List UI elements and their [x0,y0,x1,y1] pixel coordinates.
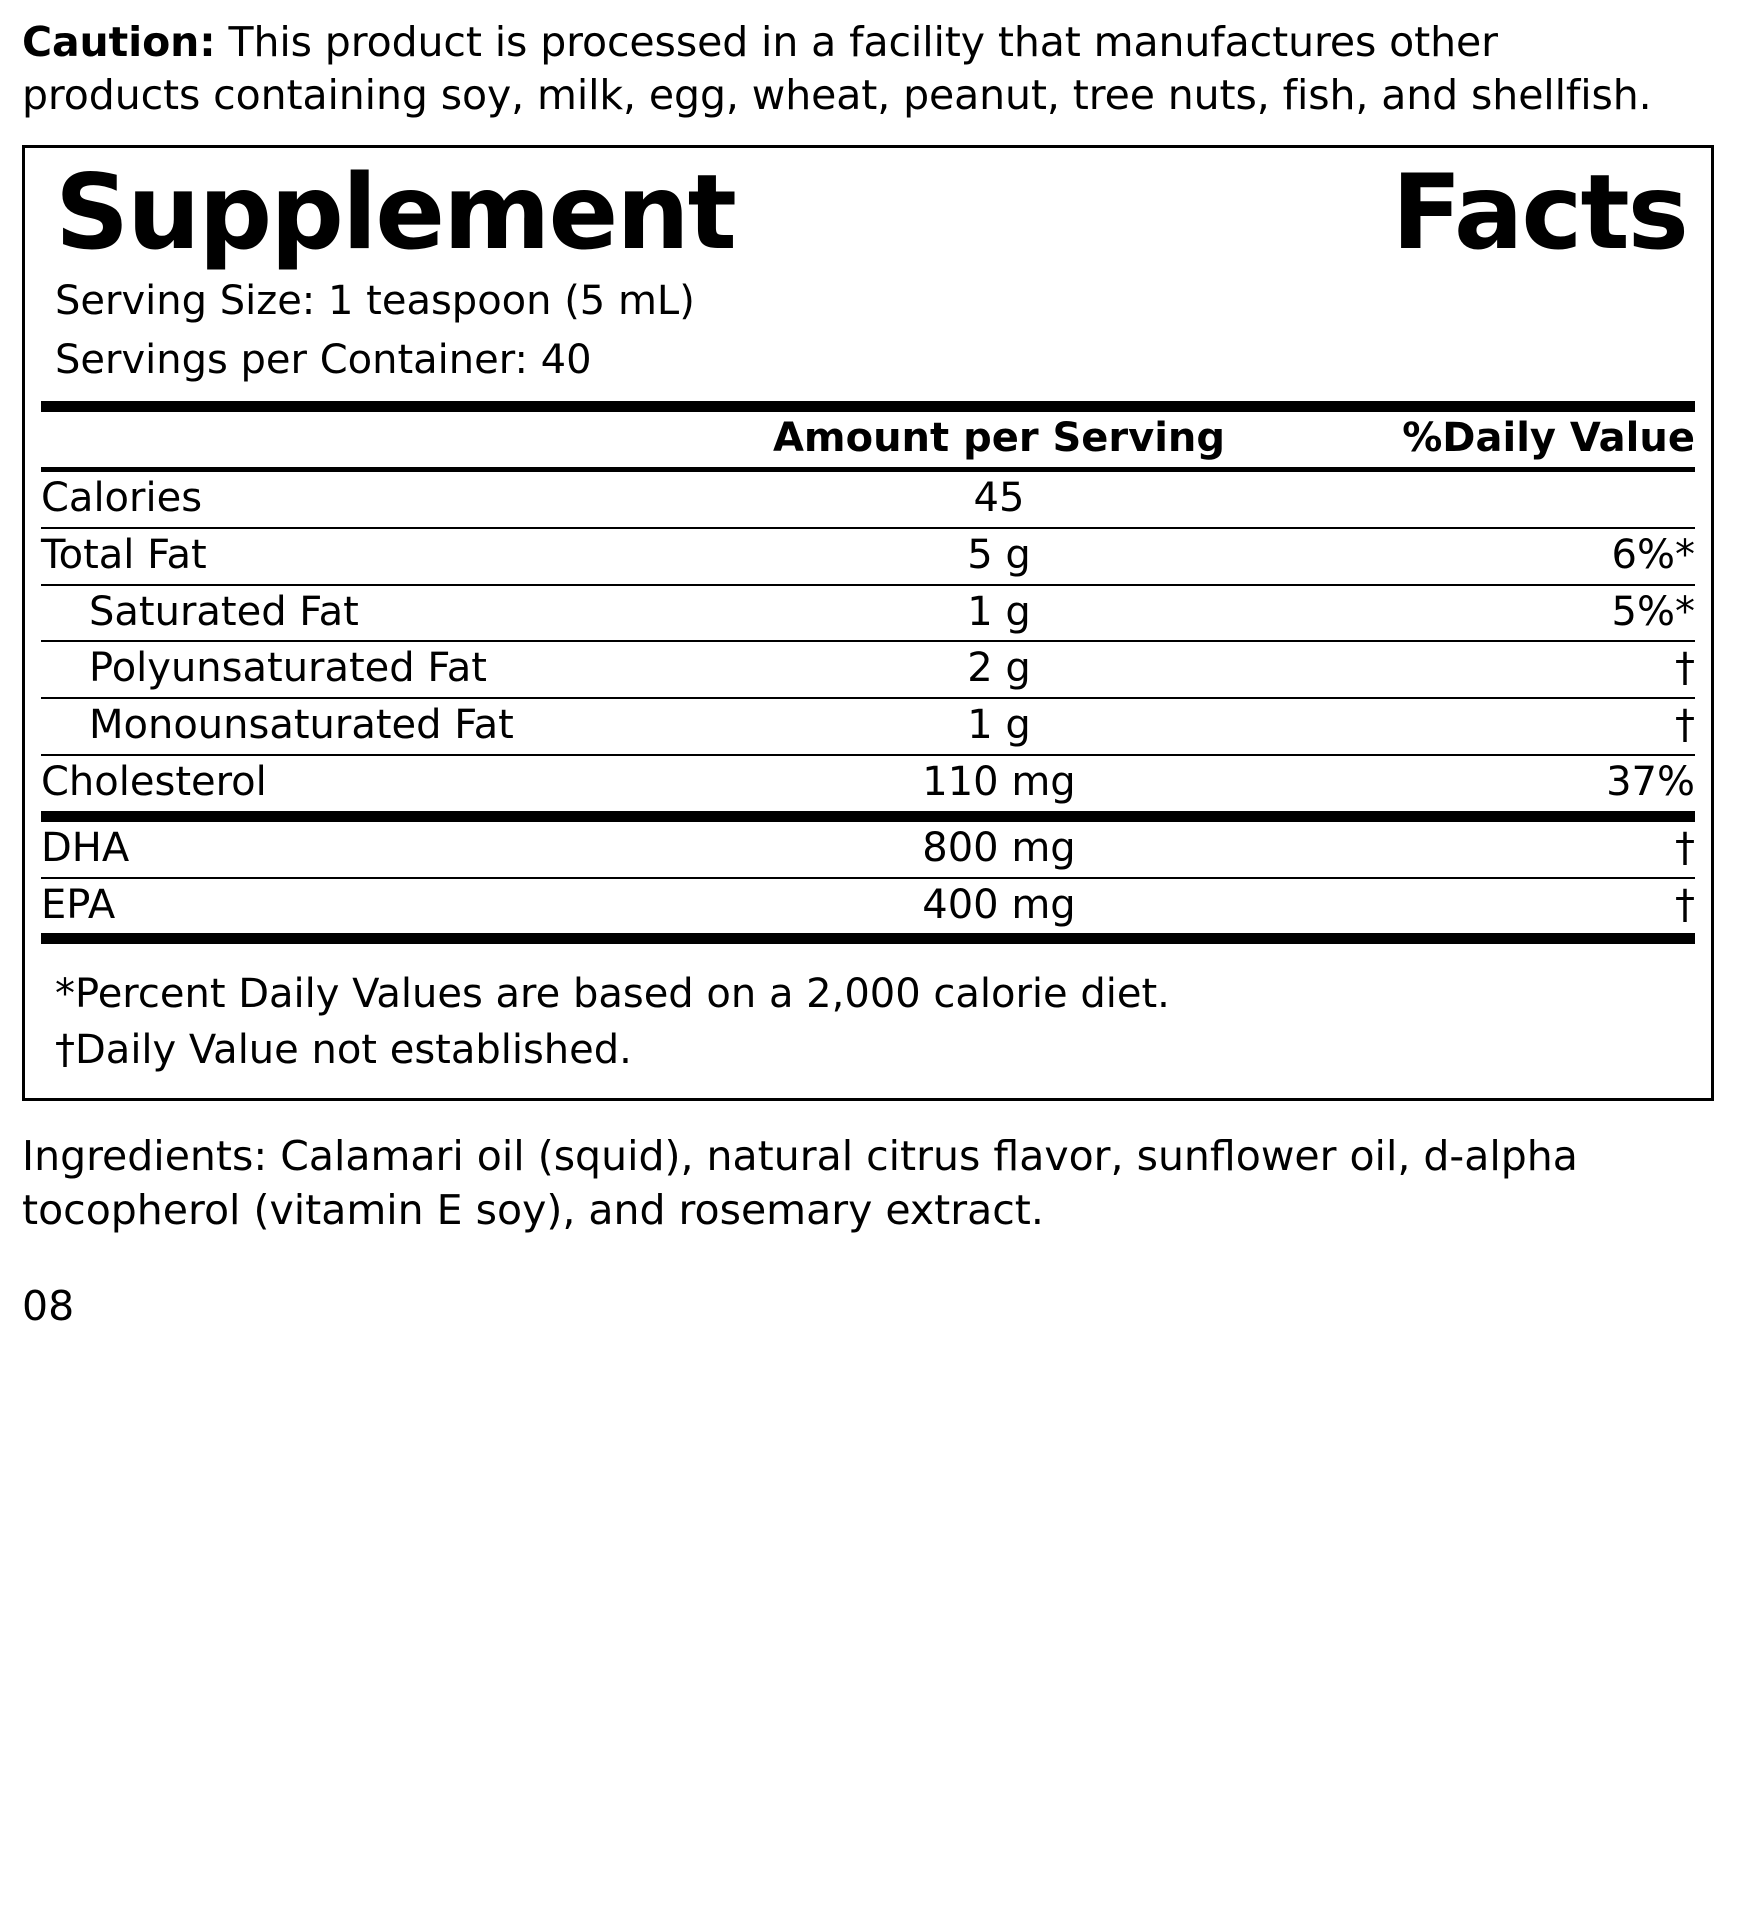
page-number: 08 [22,1281,75,1330]
row-daily-value: † [1309,878,1695,939]
caution-text: This product is processed in a facility that manufactures other products containing soy, milk, egg, wheat, peanut, tree nuts, fish, and shellfish. [22,18,1652,120]
footnote-dagger: †Daily Value not established. [55,1027,632,1074]
table-row [41,641,1695,698]
row-daily-value: † [1309,816,1695,877]
table-header-row [41,407,1695,470]
row-amount: 2 g [689,641,1309,698]
footnote-percent-daily-value: *Percent Daily Values are based on a 2,000 calorie diet. [55,971,1170,1018]
header-blank [41,407,689,470]
row-daily-value: † [1309,641,1695,698]
bottom-rule-cell [41,939,689,955]
header-daily-value: %Daily Value [1309,407,1695,470]
nutrition-table [41,401,1695,954]
row-name: Polyunsaturated Fat [41,641,689,698]
header-amount-per-serving: Amount per Serving [689,407,1309,470]
table-row [41,470,1695,528]
row-daily-value: 6%* [1309,528,1695,585]
row-daily-value: 37% [1309,755,1695,816]
row-amount: 1 g [689,698,1309,755]
table-row [41,585,1695,642]
caution-paragraph [22,16,1682,123]
table-row [41,698,1695,755]
row-amount: 110 mg [689,755,1309,816]
supplement-facts-title-right: Facts [1391,152,1687,273]
supplement-facts-title [41,152,1695,273]
row-name: Monounsaturated Fat [41,698,689,755]
ingredients-paragraph: Ingredients: Calamari oil (squid), natural citrus flavor, sunflower oil, d-alpha tocopherol (vitamin E soy), and rosemary extract. [22,1132,1578,1235]
row-name: Saturated Fat [41,585,689,642]
table-row [41,878,1695,939]
row-name: Cholesterol [41,755,689,816]
bottom-rule-cell [1309,939,1695,955]
row-amount: 400 mg [689,878,1309,939]
row-name: Calories [41,470,689,528]
row-amount: 1 g [689,585,1309,642]
serving-size: Serving Size: 1 teaspoon (5 mL) [55,277,695,324]
row-daily-value: † [1309,698,1695,755]
row-name: DHA [41,816,689,877]
table-row [41,755,1695,816]
row-amount: 800 mg [689,816,1309,877]
bottom-rule-cell [689,939,1309,955]
row-amount: 45 [689,470,1309,528]
footnotes [41,954,1695,1076]
row-daily-value: 5%* [1309,585,1695,642]
table-row [41,528,1695,585]
row-name: EPA [41,878,689,939]
servings-per-container: Servings per Container: 40 [55,337,592,384]
table-bottom-rule [41,939,1695,955]
supplement-facts-title-left: Supplement [55,152,735,273]
supplement-label-page [0,16,1740,1913]
row-name: Total Fat [41,528,689,585]
row-amount: 5 g [689,528,1309,585]
row-daily-value [1309,470,1695,528]
supplement-facts-panel [22,145,1714,1102]
caution-label: Caution: [22,18,216,66]
table-row [41,816,1695,877]
